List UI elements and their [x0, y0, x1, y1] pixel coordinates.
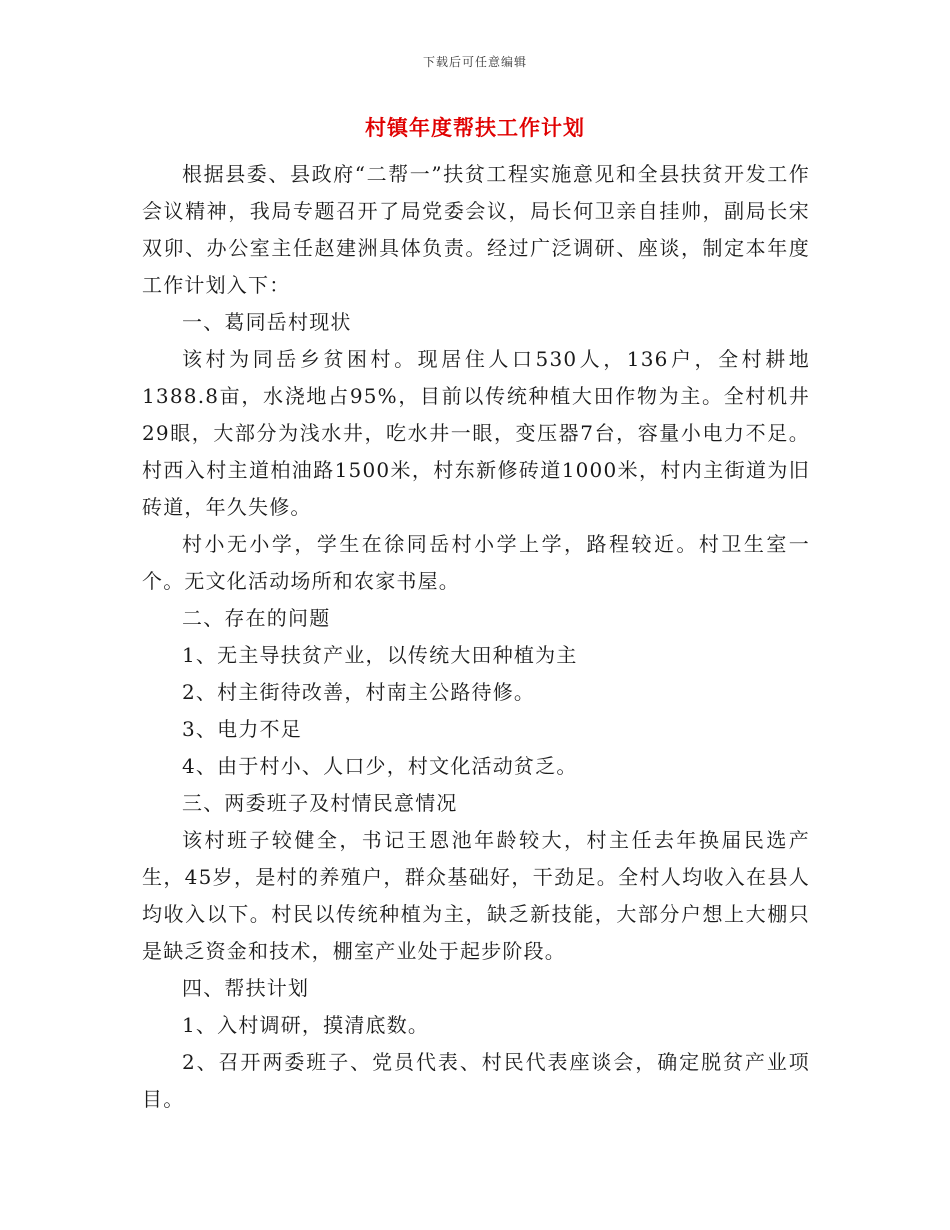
list-item-problem-1: 1、无主导扶贫产业，以传统大田种植为主 [182, 643, 578, 667]
list-item-problem-3: 3、电力不足 [182, 717, 302, 741]
header-note: 下载后可任意编辑 [422, 55, 527, 69]
paragraph-village-facilities: 村小无小学，学生在徐同岳村小学上学，路程较近。村卫生室一个。无文化活动场所和农家书屋。 [142, 532, 810, 593]
section-heading-4: 四、帮扶计划 [182, 976, 310, 1000]
paragraph-committee: 该村班子较健全，书记王恩池年龄较大，村主任去年换届民选产生，45岁，是村的养殖户，群众基础好，干劲足。全村人均收入在县人均收入以下。村民以传统种植为主，缺乏新技能，大部分户想上大棚只是缺乏资金和技术，棚室产业处于起步阶段。 [142, 828, 810, 963]
section-heading-1: 一、葛同岳村现状 [182, 310, 352, 334]
document-body [142, 156, 810, 1118]
paragraph-village-status: 该村为同岳乡贫困村。现居住人口530人，136户，全村耕地1388.8亩，水浇地占95%，目前以传统种植大田作物为主。全村机井29眼，大部分为浅水井，吃水井一眼，变压器7台，容量小电力不足。村西入村主道柏油路1500米，村东新修砖道1000米，村内主街道为旧砖道，年久失修。 [142, 347, 810, 519]
paragraph-intro: 根据县委、县政府“二帮一”扶贫工程实施意见和全县扶贫开发工作会议精神，我局专题召开了局党委会议，局长何卫亲自挂帅，副局长宋双卯、办公室主任赵建洲具体负责。经过广泛调研、座谈，制定本年度工作计划入下： [142, 162, 810, 297]
section-heading-3: 三、两委班子及村情民意情况 [182, 791, 458, 815]
document-title: 村镇年度帮扶工作计划 [365, 116, 585, 140]
list-item-plan-2: 2、召开两委班子、党员代表、村民代表座谈会，确定脱贫产业项目。 [142, 1050, 810, 1111]
list-item-problem-4: 4、由于村小、人口少，村文化活动贫乏。 [182, 754, 578, 778]
list-item-problem-2: 2、村主街待改善，村南主公路待修。 [182, 680, 536, 704]
section-heading-2: 二、存在的问题 [182, 606, 331, 630]
list-item-plan-1: 1、入村调研，摸清底数。 [182, 1013, 430, 1037]
